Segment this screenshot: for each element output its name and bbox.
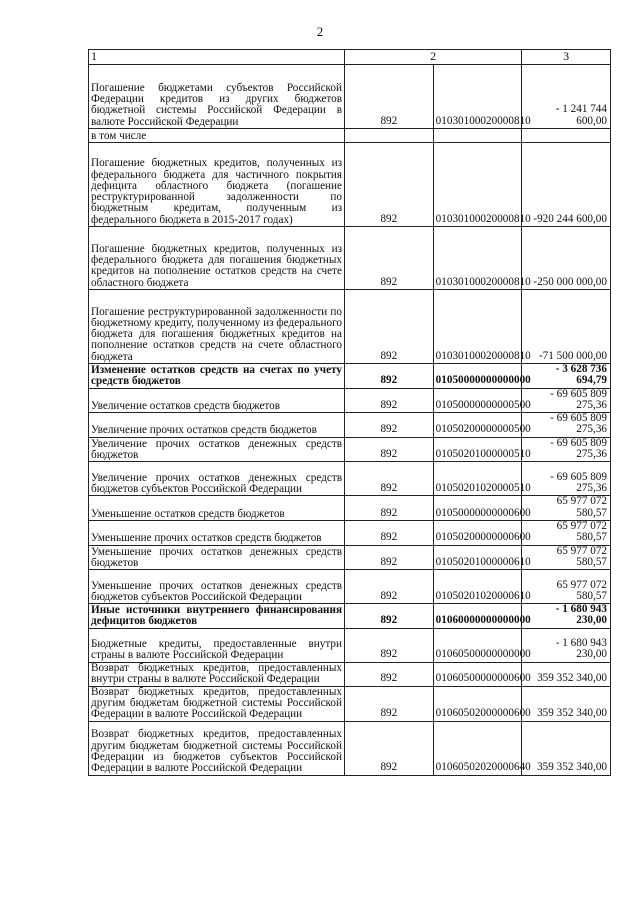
table-body bbox=[89, 50, 611, 776]
table-row bbox=[89, 227, 611, 290]
row-budget-code: 01050201000000610 bbox=[433, 545, 522, 570]
column-header-3: 3 bbox=[522, 50, 611, 65]
row-sum: -920 244 600,00 bbox=[522, 143, 611, 227]
row-sum: 65 977 072 580,57 bbox=[522, 545, 611, 570]
table-row bbox=[89, 662, 611, 686]
row-budget-code: 01030100020000810 bbox=[433, 143, 522, 227]
table-row bbox=[89, 290, 611, 364]
row-budget-code: 01050200000000600 bbox=[433, 520, 522, 545]
row-name: Увеличение прочих остатков средств бюджетов bbox=[89, 413, 345, 438]
row-name: Погашение бюджетами субъектов Российской Федерации кредитов из других бюджетов бюджетной системы Российской Федерации в валюте Российской Федерации bbox=[89, 65, 345, 129]
row-sum: - 1 241 744 600,00 bbox=[522, 65, 611, 129]
row-admin-code bbox=[345, 129, 434, 143]
table-row bbox=[89, 686, 611, 721]
row-name: Возврат бюджетных кредитов, предоставленных другим бюджетам бюджетной системы Российской Федерации из бюджетов субъектов Российской Федерации в валюте Российской Федерации bbox=[89, 721, 345, 775]
table-row bbox=[89, 496, 611, 521]
page-number: 2 bbox=[316, 24, 324, 39]
row-budget-code: 01060502020000640 bbox=[433, 721, 522, 775]
row-admin-code: 892 bbox=[345, 143, 434, 227]
table-header-row bbox=[89, 50, 611, 65]
row-budget-code: 01050201020000610 bbox=[433, 570, 522, 604]
row-sum: 359 352 340,00 bbox=[522, 662, 611, 686]
row-sum: 65 977 072 580,57 bbox=[522, 570, 611, 604]
row-budget-code: 01060500000000000 bbox=[433, 628, 522, 662]
table-row bbox=[89, 721, 611, 775]
row-sum: - 69 605 809 275,36 bbox=[522, 437, 611, 462]
table-row bbox=[89, 143, 611, 227]
row-name: Погашение бюджетных кредитов, полученных из федерального бюджета для погашения бюджетных кредитов на пополнение остатков средств на счете областного бюджета bbox=[89, 227, 345, 290]
row-admin-code: 892 bbox=[345, 437, 434, 462]
row-name: Погашение бюджетных кредитов, полученных из федерального бюджета для частичного покрытия дефицита областного бюджета (погашение реструктурированной задолженности по бюджетным кредитам, полученным из федерального бюджета в 2015-2017 годах) bbox=[89, 143, 345, 227]
row-name: Уменьшение прочих остатков средств бюджетов bbox=[89, 520, 345, 545]
row-admin-code: 892 bbox=[345, 520, 434, 545]
row-sum: - 1 680 943 230,00 bbox=[522, 628, 611, 662]
row-name: Увеличение прочих остатков денежных средств бюджетов bbox=[89, 437, 345, 462]
row-budget-code: 01050000000000600 bbox=[433, 496, 522, 521]
row-budget-code: 01050000000000000 bbox=[433, 364, 522, 389]
row-budget-code: 01050201020000510 bbox=[433, 462, 522, 496]
row-name: Возврат бюджетных кредитов, предоставленных другим бюджетам бюджетной системы Российской Федерации в валюте Российской Федерации bbox=[89, 686, 345, 721]
table-row bbox=[89, 388, 611, 413]
row-admin-code: 892 bbox=[345, 545, 434, 570]
row-budget-code: 01050000000000500 bbox=[433, 388, 522, 413]
row-name: Уменьшение прочих остатков денежных средств бюджетов bbox=[89, 545, 345, 570]
row-name: Погашение реструктурированной задолженности по бюджетному кредиту, полученному из федерального бюджета для погашения бюджетных кредитов на пополнение остатков средств на счете областного бюджета bbox=[89, 290, 345, 364]
row-budget-code: 01050200000000500 bbox=[433, 413, 522, 438]
table-row bbox=[89, 604, 611, 629]
row-name: в том числе bbox=[89, 129, 345, 143]
row-budget-code: 01030100020000810 bbox=[433, 227, 522, 290]
row-budget-code: 01030100020000810 bbox=[433, 65, 522, 129]
table-row bbox=[89, 65, 611, 129]
row-admin-code: 892 bbox=[345, 662, 434, 686]
row-budget-code: 01060500000000600 bbox=[433, 662, 522, 686]
row-admin-code: 892 bbox=[345, 496, 434, 521]
row-admin-code: 892 bbox=[345, 628, 434, 662]
row-admin-code: 892 bbox=[345, 290, 434, 364]
row-budget-code: 01050201000000510 bbox=[433, 437, 522, 462]
table-row bbox=[89, 462, 611, 496]
row-admin-code: 892 bbox=[345, 388, 434, 413]
table-row bbox=[89, 437, 611, 462]
sources-table bbox=[88, 49, 611, 776]
row-name: Иные источники внутреннего финансирования дефицитов бюджетов bbox=[89, 604, 345, 629]
row-admin-code: 892 bbox=[345, 721, 434, 775]
row-admin-code: 892 bbox=[345, 364, 434, 389]
row-budget-code: 01030100020000810 bbox=[433, 290, 522, 364]
row-admin-code: 892 bbox=[345, 413, 434, 438]
table-row bbox=[89, 129, 611, 143]
row-admin-code: 892 bbox=[345, 462, 434, 496]
row-sum: - 3 628 736 694,79 bbox=[522, 364, 611, 389]
row-budget-code bbox=[433, 129, 522, 143]
row-admin-code: 892 bbox=[345, 604, 434, 629]
row-sum: -71 500 000,00 bbox=[522, 290, 611, 364]
row-name: Увеличение остатков средств бюджетов bbox=[89, 388, 345, 413]
row-sum: 65 977 072 580,57 bbox=[522, 496, 611, 521]
row-sum: -250 000 000,00 bbox=[522, 227, 611, 290]
table-row bbox=[89, 628, 611, 662]
table-row bbox=[89, 570, 611, 604]
table-row bbox=[89, 413, 611, 438]
row-sum: 359 352 340,00 bbox=[522, 721, 611, 775]
row-sum: - 69 605 809 275,36 bbox=[522, 462, 611, 496]
row-name: Возврат бюджетных кредитов, предоставленных внутри страны в валюте Российской Федерации bbox=[89, 662, 345, 686]
row-name: Уменьшение прочих остатков денежных средств бюджетов субъектов Российской Федерации bbox=[89, 570, 345, 604]
row-name: Изменение остатков средств на счетах по учету средств бюджетов bbox=[89, 364, 345, 389]
row-admin-code: 892 bbox=[345, 686, 434, 721]
row-name: Увеличение прочих остатков денежных средств бюджетов субъектов Российской Федерации bbox=[89, 462, 345, 496]
row-sum: 65 977 072 580,57 bbox=[522, 520, 611, 545]
row-name: Уменьшение остатков средств бюджетов bbox=[89, 496, 345, 521]
row-sum bbox=[522, 129, 611, 143]
column-header-1: 1 bbox=[89, 50, 345, 65]
row-admin-code: 892 bbox=[345, 570, 434, 604]
row-name: Бюджетные кредиты, предоставленные внутри страны в валюте Российской Федерации bbox=[89, 628, 345, 662]
table-row bbox=[89, 545, 611, 570]
row-sum: - 1 680 943 230,00 bbox=[522, 604, 611, 629]
row-budget-code: 01060000000000000 bbox=[433, 604, 522, 629]
row-sum: - 69 605 809 275,36 bbox=[522, 388, 611, 413]
column-header-2: 2 bbox=[345, 50, 522, 65]
row-budget-code: 01060502000000600 bbox=[433, 686, 522, 721]
row-admin-code: 892 bbox=[345, 65, 434, 129]
row-sum: - 69 605 809 275,36 bbox=[522, 413, 611, 438]
row-admin-code: 892 bbox=[345, 227, 434, 290]
table-row bbox=[89, 520, 611, 545]
table-row bbox=[89, 364, 611, 389]
row-sum: 359 352 340,00 bbox=[522, 686, 611, 721]
